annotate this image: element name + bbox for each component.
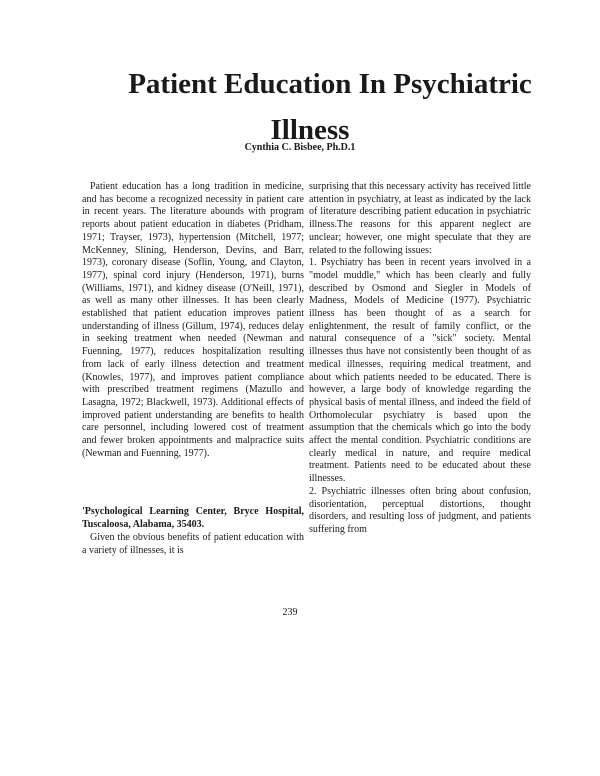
- issue-item-2: 2. Psychiatric illnesses often bring about confusion, disorientation, perceptual distortions, thought disorders, and resulting loss of judgment, and patients suffering from: [309, 485, 531, 535]
- article-title-line-2: Illness: [270, 114, 350, 146]
- author-byline: Cynthia C. Bisbee, Ph.D.1: [244, 142, 356, 153]
- left-column: [82, 181, 304, 557]
- right-column: [309, 181, 531, 537]
- intro-paragraph: Patient education has a long tradition in medicine, and has become a recognized necessity in patient care in recent years. The literature abounds with program reports about patient education in diabetes (Pridham, 1971; Trayser, 1973), hypertension (Mitchell, 1977; McKenney, Slining, Henderson, Devins, and Barr, 1973), coronary disease (Soflin, Young, and Clayton, 1977), spinal cord injury (Henderson, 1971), burns (Williams, 1971), and kidney disease (O'Neill, 1971), as well as many other illnesses. It has been clearly established that patient education improves patient understanding of illness (Gillum, 1974), reduces delay in seeking treatment when needed (Newman and Fuenning, 1977), reduces hospitalization resulting from lack of early illness detection and treatment (Knowles, 1977), and improves patient compliance with prescribed treatment regimens (Mazullo and Lasagna, 1972; Blackwell, 1973). Additional effects of improved patient understanding are benefits to health care personnel, including lowered cost of treatment and fewer broken appointments and malpractice suits (Newman and Fuenning, 1977).: [82, 181, 304, 459]
- issue-item-1: 1. Psychiatry has been in recent years involved in a "model muddle," which has been clearly and fully described by Osmond and Siegler in Models of Madness, Models of Medicine (1977). Psychiatric illness has been thought of as a search for enlightenment, the result of family conflict, or the natural consequence of a "sick" society. Mental illnesses thus have not consistently been thought of as medical illnesses, requiring medical treatment, and about which patients needed to be educated. There is however, a large body of knowledge regarding the physical basis of mental illness, and indeed the field of Orthomolecular psychiatry is based upon the assumption that the chemicals which go into the body affect the mental condition. Psychiatric conditions are clearly medical in nature, and require medical treatment. Patients need to be educated about these illnesses.: [309, 257, 531, 485]
- article-title-line-1: Patient Education In Psychiatric: [128, 68, 532, 100]
- author-affiliation-footnote: 'Psychological Learning Center, Bryce Hospital, Tuscaloosa, Alabama, 35403.: [82, 506, 304, 531]
- neglect-paragraph: surprising that this necessary activity has received little attention in psychiatry, at least as indicated by the lack of literature describing patient education in psychiatric illness.The reasons for this apparent neglect are unclear; however, one might speculate that they are related to the following issues:: [309, 181, 531, 256]
- benefits-paragraph: Given the obvious benefits of patient education with a variety of illnesses, it is: [82, 531, 304, 556]
- page-number: 239: [282, 607, 298, 618]
